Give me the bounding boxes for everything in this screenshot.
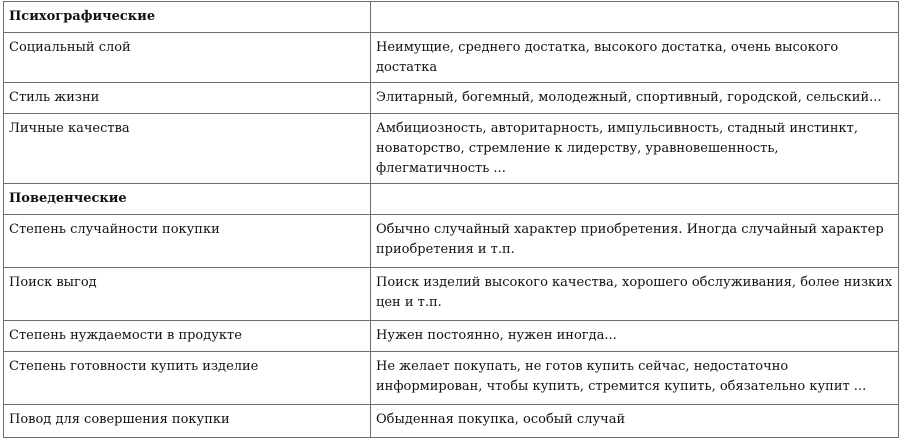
criterion-cell: Стиль жизни xyxy=(4,83,371,114)
section-heading-empty-cell xyxy=(371,2,899,33)
section-heading: Психографические xyxy=(4,2,371,33)
table-row xyxy=(4,114,899,184)
criterion-cell: Поиск выгод xyxy=(4,268,371,321)
table-row xyxy=(4,33,899,83)
criterion-cell: Личные качества xyxy=(4,114,371,184)
segmentation-table-page xyxy=(3,1,898,438)
values-cell: Поиск изделий высокого качества, хорошего обслуживания, более низких цен и т.п. xyxy=(371,268,899,321)
values-cell: Неимущие, среднего достатка, высокого достатка, очень высокого достатка xyxy=(371,33,899,83)
criterion-cell: Степень готовности купить изделие xyxy=(4,352,371,405)
section-heading: Поведенческие xyxy=(4,184,371,215)
criterion-cell: Повод для совершения покупки xyxy=(4,405,371,438)
values-cell: Нужен постоянно, нужен иногда... xyxy=(371,321,899,352)
values-cell: Не желает покупать, не готов купить сейчас, недостаточно информирован, чтобы купить, стремится купить, обязательно купит ... xyxy=(371,352,899,405)
table-row xyxy=(4,83,899,114)
table-row xyxy=(4,352,899,405)
values-cell: Элитарный, богемный, молодежный, спортивный, городской, сельский... xyxy=(371,83,899,114)
section-heading-empty-cell xyxy=(371,184,899,215)
table-row xyxy=(4,405,899,438)
segmentation-table xyxy=(3,1,899,438)
criterion-cell: Степень нуждаемости в продукте xyxy=(4,321,371,352)
table-row xyxy=(4,321,899,352)
values-cell: Обыденная покупка, особый случай xyxy=(371,405,899,438)
table-row xyxy=(4,215,899,268)
values-cell: Обычно случайный характер приобретения. Иногда случайный характер приобретения и т.п. xyxy=(371,215,899,268)
table-row-section-behavioral xyxy=(4,184,899,215)
table-row xyxy=(4,268,899,321)
values-cell: Амбициозность, авторитарность, импульсивность, стадный инстинкт, новаторство, стремление к лидерству, уравновешенность, флегматичность ... xyxy=(371,114,899,184)
criterion-cell: Степень случайности покупки xyxy=(4,215,371,268)
criterion-cell: Социальный слой xyxy=(4,33,371,83)
table-row-section-psychographic xyxy=(4,2,899,33)
